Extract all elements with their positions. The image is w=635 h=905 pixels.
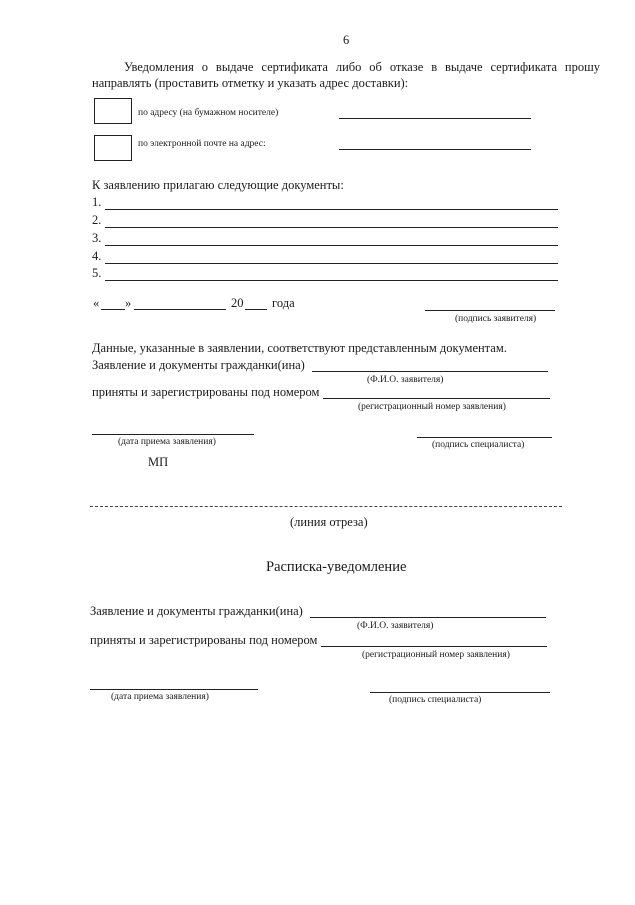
quote-close: »	[125, 296, 132, 310]
receipt-specialist-signature-line[interactable]	[370, 692, 550, 693]
page-number: 6	[343, 33, 350, 47]
doc-item-number: 4.	[92, 249, 102, 263]
email-input-line[interactable]	[339, 149, 531, 150]
receipt-title: Расписка-уведомление	[266, 559, 407, 575]
year-input-line[interactable]	[245, 309, 267, 310]
registered-text: приняты и зарегистрированы под номером	[92, 385, 320, 399]
receipt-received-from-text: Заявление и документы гражданки(ина)	[90, 604, 303, 618]
doc-item-line[interactable]	[105, 263, 558, 264]
month-input-line[interactable]	[134, 309, 226, 310]
reg-number-input-line[interactable]	[323, 398, 550, 399]
applicant-signature-line[interactable]	[425, 310, 555, 311]
date-caption: (дата приема заявления)	[118, 437, 216, 447]
fio-caption: (Ф.И.О. заявителя)	[367, 375, 444, 385]
doc-item-line[interactable]	[105, 245, 558, 246]
doc-item-line[interactable]	[105, 209, 558, 210]
received-from-text: Заявление и документы гражданки(ина)	[92, 358, 305, 372]
specialist-caption: (подпись специалиста)	[432, 440, 525, 450]
receipt-fio-caption: (Ф.И.О. заявителя)	[357, 621, 434, 631]
doc-item-number: 3.	[92, 231, 102, 245]
doc-item-number: 1.	[92, 195, 102, 209]
day-input-line[interactable]	[101, 309, 125, 310]
receipt-reg-number-input-line[interactable]	[321, 646, 547, 647]
signature-caption: (подпись заявителя)	[455, 314, 537, 324]
year-prefix: 20	[231, 296, 244, 310]
address-input-line[interactable]	[339, 118, 531, 119]
intro-paragraph: Уведомления о выдаче сертификата либо об отказе в выдаче сертификата прошу направлять (проставить отметку и указать адрес доставки):	[92, 60, 600, 90]
quote-open: «	[93, 296, 100, 310]
acceptance-date-line[interactable]	[92, 434, 254, 435]
receipt-reg-number-caption: (регистрационный номер заявления)	[362, 650, 510, 660]
doc-item-line[interactable]	[105, 227, 558, 228]
checkbox-paper-address[interactable]	[94, 98, 132, 124]
cut-line-caption: (линия отреза)	[290, 515, 368, 529]
documents-heading: К заявлению прилагаю следующие документы:	[92, 178, 344, 192]
doc-item-number: 5.	[92, 266, 102, 280]
receipt-specialist-caption: (подпись специалиста)	[389, 695, 482, 705]
checkbox-email[interactable]	[94, 135, 132, 161]
receipt-registered-text: приняты и зарегистрированы под номером	[90, 633, 318, 647]
option-label-paper: по адресу (на бумажном носителе)	[138, 108, 279, 118]
verification-statement: Данные, указанные в заявлении, соответствуют представленным документам.	[92, 341, 507, 355]
receipt-date-caption: (дата приема заявления)	[111, 692, 209, 702]
doc-item-number: 2.	[92, 213, 102, 227]
receipt-acceptance-date-line[interactable]	[90, 689, 258, 690]
option-label-email: по электронной почте на адрес:	[138, 139, 266, 149]
stamp-mark: МП	[148, 455, 169, 469]
cut-line	[90, 506, 562, 507]
reg-number-caption: (регистрационный номер заявления)	[358, 402, 506, 412]
fio-input-line[interactable]	[312, 371, 548, 372]
year-suffix: года	[272, 296, 295, 310]
receipt-fio-input-line[interactable]	[310, 617, 546, 618]
doc-item-line[interactable]	[105, 280, 558, 281]
specialist-signature-line[interactable]	[417, 437, 552, 438]
